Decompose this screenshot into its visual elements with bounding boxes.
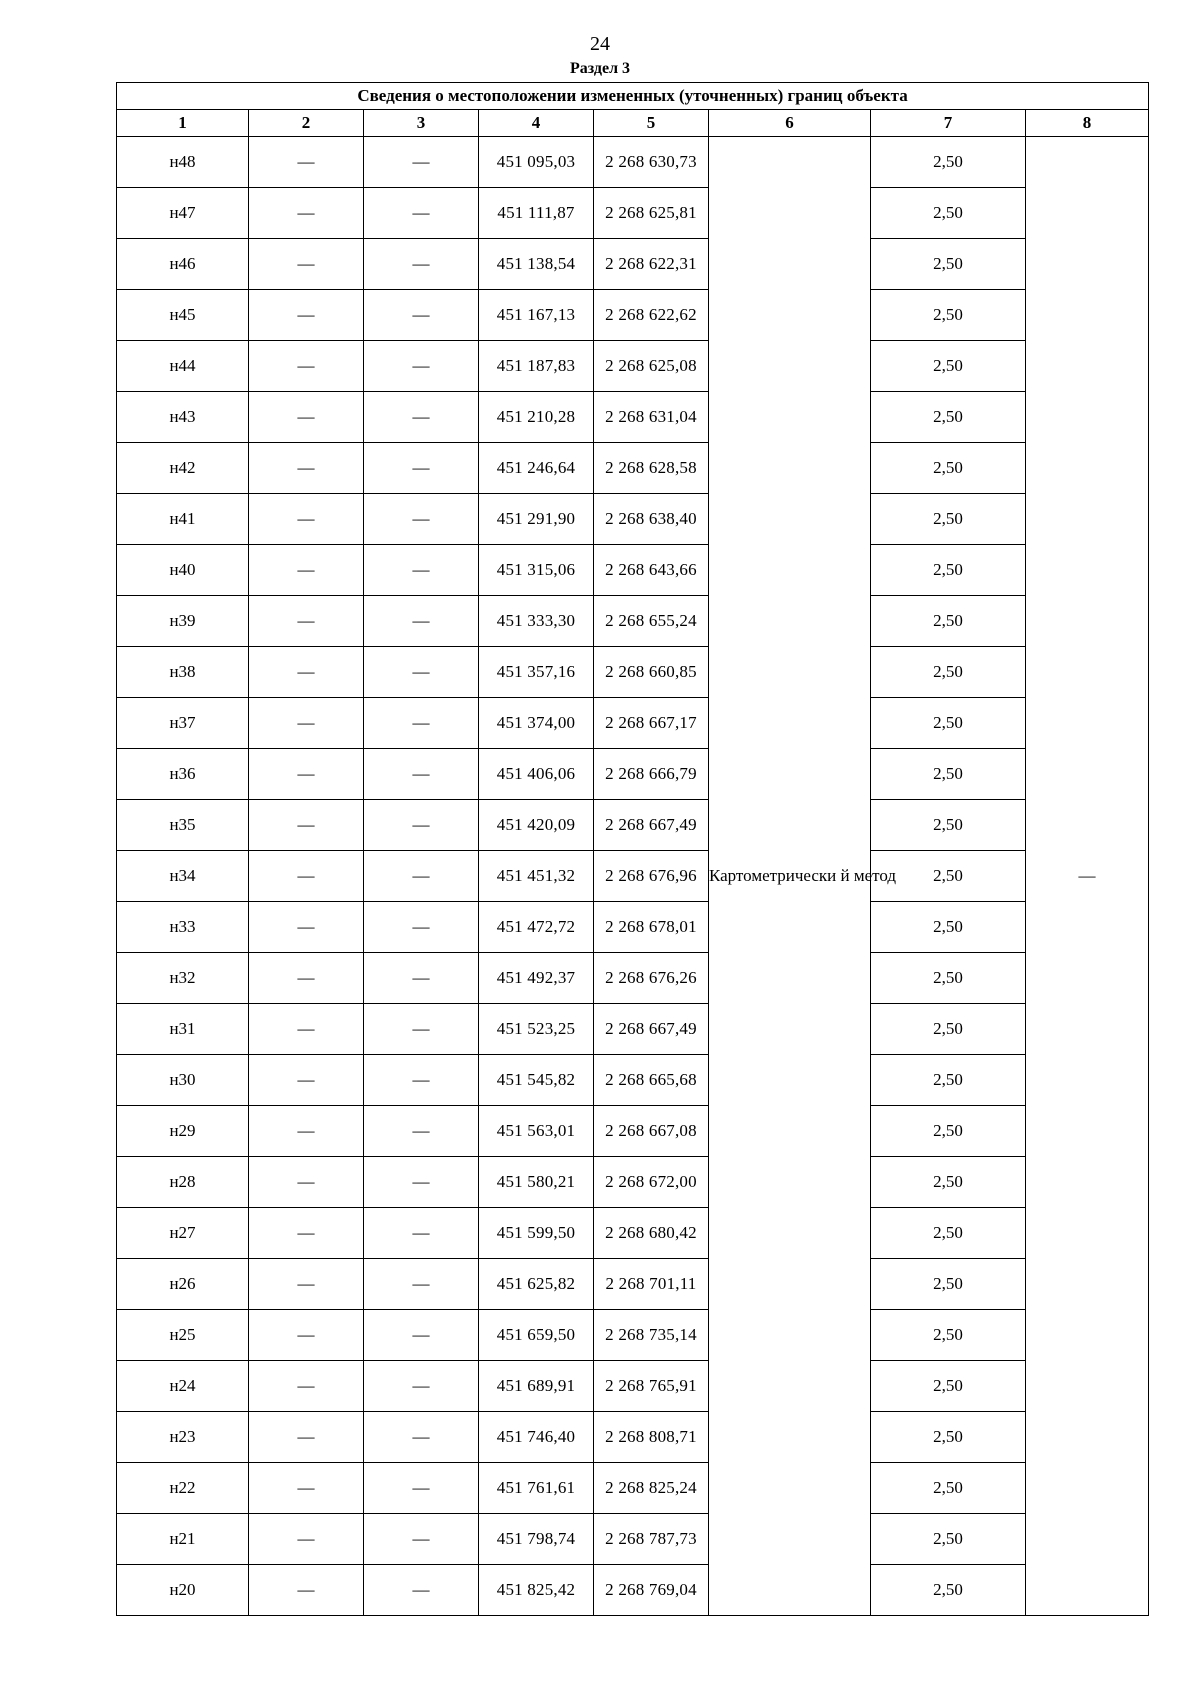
coordinates-table [116, 82, 1149, 1616]
point-cell: н24 [117, 1361, 249, 1412]
col3-cell: — [364, 902, 479, 953]
point-cell: н33 [117, 902, 249, 953]
col2-cell: — [249, 800, 364, 851]
accuracy-cell: 2,50 [871, 1310, 1026, 1361]
point-cell: н20 [117, 1565, 249, 1616]
table-row [117, 698, 1149, 749]
y-coordinate-cell: 2 268 655,24 [594, 596, 709, 647]
point-cell: н43 [117, 392, 249, 443]
col2-cell: — [249, 1310, 364, 1361]
x-coordinate-cell: 451 689,91 [479, 1361, 594, 1412]
col3-cell: — [364, 341, 479, 392]
table-row [117, 545, 1149, 596]
col8-cell: — [1026, 137, 1149, 1616]
col2-cell: — [249, 1259, 364, 1310]
point-cell: н41 [117, 494, 249, 545]
x-coordinate-cell: 451 625,82 [479, 1259, 594, 1310]
table-row [117, 341, 1149, 392]
accuracy-cell: 2,50 [871, 1259, 1026, 1310]
col2-cell: — [249, 239, 364, 290]
table-row [117, 494, 1149, 545]
point-cell: н45 [117, 290, 249, 341]
y-coordinate-cell: 2 268 625,81 [594, 188, 709, 239]
col3-cell: — [364, 1055, 479, 1106]
col3-cell: — [364, 443, 479, 494]
x-coordinate-cell: 451 357,16 [479, 647, 594, 698]
table-row [117, 800, 1149, 851]
x-coordinate-cell: 451 246,64 [479, 443, 594, 494]
x-coordinate-cell: 451 746,40 [479, 1412, 594, 1463]
point-cell: н27 [117, 1208, 249, 1259]
y-coordinate-cell: 2 268 666,79 [594, 749, 709, 800]
table-row [117, 239, 1149, 290]
accuracy-cell: 2,50 [871, 1157, 1026, 1208]
y-coordinate-cell: 2 268 678,01 [594, 902, 709, 953]
column-number: 4 [479, 110, 594, 137]
table-row [117, 1106, 1149, 1157]
col2-cell: — [249, 1208, 364, 1259]
table-row [117, 902, 1149, 953]
col2-cell: — [249, 1106, 364, 1157]
table-row [117, 1565, 1149, 1616]
accuracy-cell: 2,50 [871, 1106, 1026, 1157]
accuracy-cell: 2,50 [871, 749, 1026, 800]
accuracy-cell: 2,50 [871, 188, 1026, 239]
accuracy-cell: 2,50 [871, 953, 1026, 1004]
col3-cell: — [364, 1361, 479, 1412]
col3-cell: — [364, 1412, 479, 1463]
y-coordinate-cell: 2 268 665,68 [594, 1055, 709, 1106]
column-number: 1 [117, 110, 249, 137]
point-cell: н29 [117, 1106, 249, 1157]
accuracy-cell: 2,50 [871, 800, 1026, 851]
page-number: 24 [590, 33, 610, 55]
point-cell: н30 [117, 1055, 249, 1106]
table-row [117, 137, 1149, 188]
y-coordinate-cell: 2 268 787,73 [594, 1514, 709, 1565]
col2-cell: — [249, 902, 364, 953]
column-number: 5 [594, 110, 709, 137]
x-coordinate-cell: 451 451,32 [479, 851, 594, 902]
x-coordinate-cell: 451 580,21 [479, 1157, 594, 1208]
col3-cell: — [364, 1157, 479, 1208]
y-coordinate-cell: 2 268 825,24 [594, 1463, 709, 1514]
table-row [117, 1208, 1149, 1259]
y-coordinate-cell: 2 268 676,26 [594, 953, 709, 1004]
accuracy-cell: 2,50 [871, 902, 1026, 953]
accuracy-cell: 2,50 [871, 1412, 1026, 1463]
table-row [117, 443, 1149, 494]
col3-cell: — [364, 137, 479, 188]
accuracy-cell: 2,50 [871, 1055, 1026, 1106]
y-coordinate-cell: 2 268 643,66 [594, 545, 709, 596]
table-row [117, 1514, 1149, 1565]
accuracy-cell: 2,50 [871, 545, 1026, 596]
col2-cell: — [249, 1463, 364, 1514]
accuracy-cell: 2,50 [871, 290, 1026, 341]
col2-cell: — [249, 1055, 364, 1106]
y-coordinate-cell: 2 268 667,17 [594, 698, 709, 749]
x-coordinate-cell: 451 315,06 [479, 545, 594, 596]
y-coordinate-cell: 2 268 672,00 [594, 1157, 709, 1208]
accuracy-cell: 2,50 [871, 1361, 1026, 1412]
method-cell: Картометрически й метод [709, 137, 871, 1616]
table-row [117, 1310, 1149, 1361]
point-cell: н22 [117, 1463, 249, 1514]
table-row [117, 188, 1149, 239]
x-coordinate-cell: 451 291,90 [479, 494, 594, 545]
col2-cell: — [249, 1361, 364, 1412]
x-coordinate-cell: 451 167,13 [479, 290, 594, 341]
point-cell: н35 [117, 800, 249, 851]
accuracy-cell: 2,50 [871, 647, 1026, 698]
table-row [117, 1259, 1149, 1310]
x-coordinate-cell: 451 420,09 [479, 800, 594, 851]
col2-cell: — [249, 443, 364, 494]
col2-cell: — [249, 1514, 364, 1565]
table-row [117, 749, 1149, 800]
table-row [117, 851, 1149, 902]
col2-cell: — [249, 1157, 364, 1208]
table-row [117, 392, 1149, 443]
x-coordinate-cell: 451 095,03 [479, 137, 594, 188]
col2-cell: — [249, 698, 364, 749]
accuracy-cell: 2,50 [871, 341, 1026, 392]
x-coordinate-cell: 451 825,42 [479, 1565, 594, 1616]
y-coordinate-cell: 2 268 667,49 [594, 1004, 709, 1055]
y-coordinate-cell: 2 268 638,40 [594, 494, 709, 545]
table-row [117, 647, 1149, 698]
col2-cell: — [249, 647, 364, 698]
x-coordinate-cell: 451 659,50 [479, 1310, 594, 1361]
col2-cell: — [249, 545, 364, 596]
col2-cell: — [249, 392, 364, 443]
accuracy-cell: 2,50 [871, 1208, 1026, 1259]
y-coordinate-cell: 2 268 680,42 [594, 1208, 709, 1259]
y-coordinate-cell: 2 268 660,85 [594, 647, 709, 698]
x-coordinate-cell: 451 492,37 [479, 953, 594, 1004]
x-coordinate-cell: 451 187,83 [479, 341, 594, 392]
y-coordinate-cell: 2 268 630,73 [594, 137, 709, 188]
col3-cell: — [364, 392, 479, 443]
col3-cell: — [364, 239, 479, 290]
accuracy-cell: 2,50 [871, 392, 1026, 443]
point-cell: н40 [117, 545, 249, 596]
point-cell: н25 [117, 1310, 249, 1361]
point-cell: н26 [117, 1259, 249, 1310]
x-coordinate-cell: 451 599,50 [479, 1208, 594, 1259]
x-coordinate-cell: 451 472,72 [479, 902, 594, 953]
col2-cell: — [249, 1565, 364, 1616]
y-coordinate-cell: 2 268 625,08 [594, 341, 709, 392]
table-row [117, 1361, 1149, 1412]
col3-cell: — [364, 800, 479, 851]
col2-cell: — [249, 137, 364, 188]
col2-cell: — [249, 188, 364, 239]
accuracy-cell: 2,50 [871, 443, 1026, 494]
point-cell: н28 [117, 1157, 249, 1208]
table-row [117, 596, 1149, 647]
table-row [117, 290, 1149, 341]
col3-cell: — [364, 1208, 479, 1259]
y-coordinate-cell: 2 268 765,91 [594, 1361, 709, 1412]
y-coordinate-cell: 2 268 769,04 [594, 1565, 709, 1616]
point-cell: н44 [117, 341, 249, 392]
point-cell: н23 [117, 1412, 249, 1463]
point-cell: н46 [117, 239, 249, 290]
col3-cell: — [364, 1514, 479, 1565]
column-number: 3 [364, 110, 479, 137]
table-row [117, 1412, 1149, 1463]
x-coordinate-cell: 451 523,25 [479, 1004, 594, 1055]
x-coordinate-cell: 451 374,00 [479, 698, 594, 749]
accuracy-cell: 2,50 [871, 698, 1026, 749]
col3-cell: — [364, 851, 479, 902]
col3-cell: — [364, 749, 479, 800]
y-coordinate-cell: 2 268 622,31 [594, 239, 709, 290]
column-number: 7 [871, 110, 1026, 137]
col3-cell: — [364, 1310, 479, 1361]
accuracy-cell: 2,50 [871, 596, 1026, 647]
col3-cell: — [364, 1004, 479, 1055]
y-coordinate-cell: 2 268 667,49 [594, 800, 709, 851]
table-caption: Сведения о местоположении измененных (уточненных) границ объекта [117, 83, 1149, 110]
point-cell: н47 [117, 188, 249, 239]
col3-cell: — [364, 953, 479, 1004]
col2-cell: — [249, 341, 364, 392]
accuracy-cell: 2,50 [871, 239, 1026, 290]
point-cell: н42 [117, 443, 249, 494]
accuracy-cell: 2,50 [871, 1004, 1026, 1055]
accuracy-cell: 2,50 [871, 137, 1026, 188]
column-number: 2 [249, 110, 364, 137]
col2-cell: — [249, 851, 364, 902]
x-coordinate-cell: 451 798,74 [479, 1514, 594, 1565]
column-number-row [117, 110, 1149, 137]
table-row [117, 1157, 1149, 1208]
y-coordinate-cell: 2 268 676,96 [594, 851, 709, 902]
x-coordinate-cell: 451 545,82 [479, 1055, 594, 1106]
col3-cell: — [364, 188, 479, 239]
accuracy-cell: 2,50 [871, 1463, 1026, 1514]
y-coordinate-cell: 2 268 622,62 [594, 290, 709, 341]
table-row [117, 1055, 1149, 1106]
x-coordinate-cell: 451 563,01 [479, 1106, 594, 1157]
accuracy-cell: 2,50 [871, 851, 1026, 902]
col3-cell: — [364, 494, 479, 545]
x-coordinate-cell: 451 333,30 [479, 596, 594, 647]
table-row [117, 1004, 1149, 1055]
col2-cell: — [249, 596, 364, 647]
col3-cell: — [364, 1565, 479, 1616]
col3-cell: — [364, 1463, 479, 1514]
y-coordinate-cell: 2 268 631,04 [594, 392, 709, 443]
col2-cell: — [249, 1004, 364, 1055]
col2-cell: — [249, 494, 364, 545]
point-cell: н39 [117, 596, 249, 647]
accuracy-cell: 2,50 [871, 1514, 1026, 1565]
x-coordinate-cell: 451 761,61 [479, 1463, 594, 1514]
col2-cell: — [249, 953, 364, 1004]
y-coordinate-cell: 2 268 735,14 [594, 1310, 709, 1361]
y-coordinate-cell: 2 268 808,71 [594, 1412, 709, 1463]
point-cell: н21 [117, 1514, 249, 1565]
accuracy-cell: 2,50 [871, 494, 1026, 545]
x-coordinate-cell: 451 406,06 [479, 749, 594, 800]
point-cell: н48 [117, 137, 249, 188]
accuracy-cell: 2,50 [871, 1565, 1026, 1616]
y-coordinate-cell: 2 268 701,11 [594, 1259, 709, 1310]
section-title: Раздел 3 [569, 60, 631, 77]
col3-cell: — [364, 647, 479, 698]
point-cell: н37 [117, 698, 249, 749]
col2-cell: — [249, 1412, 364, 1463]
col3-cell: — [364, 1106, 479, 1157]
point-cell: н32 [117, 953, 249, 1004]
y-coordinate-cell: 2 268 628,58 [594, 443, 709, 494]
column-number: 6 [709, 110, 871, 137]
x-coordinate-cell: 451 138,54 [479, 239, 594, 290]
point-cell: н34 [117, 851, 249, 902]
table-body [117, 137, 1149, 1616]
col3-cell: — [364, 545, 479, 596]
table-row [117, 1463, 1149, 1514]
y-coordinate-cell: 2 268 667,08 [594, 1106, 709, 1157]
column-number: 8 [1026, 110, 1149, 137]
x-coordinate-cell: 451 111,87 [479, 188, 594, 239]
point-cell: н36 [117, 749, 249, 800]
col2-cell: — [249, 749, 364, 800]
point-cell: н38 [117, 647, 249, 698]
col3-cell: — [364, 596, 479, 647]
x-coordinate-cell: 451 210,28 [479, 392, 594, 443]
table-row [117, 953, 1149, 1004]
col3-cell: — [364, 698, 479, 749]
point-cell: н31 [117, 1004, 249, 1055]
col2-cell: — [249, 290, 364, 341]
col3-cell: — [364, 1259, 479, 1310]
col3-cell: — [364, 290, 479, 341]
